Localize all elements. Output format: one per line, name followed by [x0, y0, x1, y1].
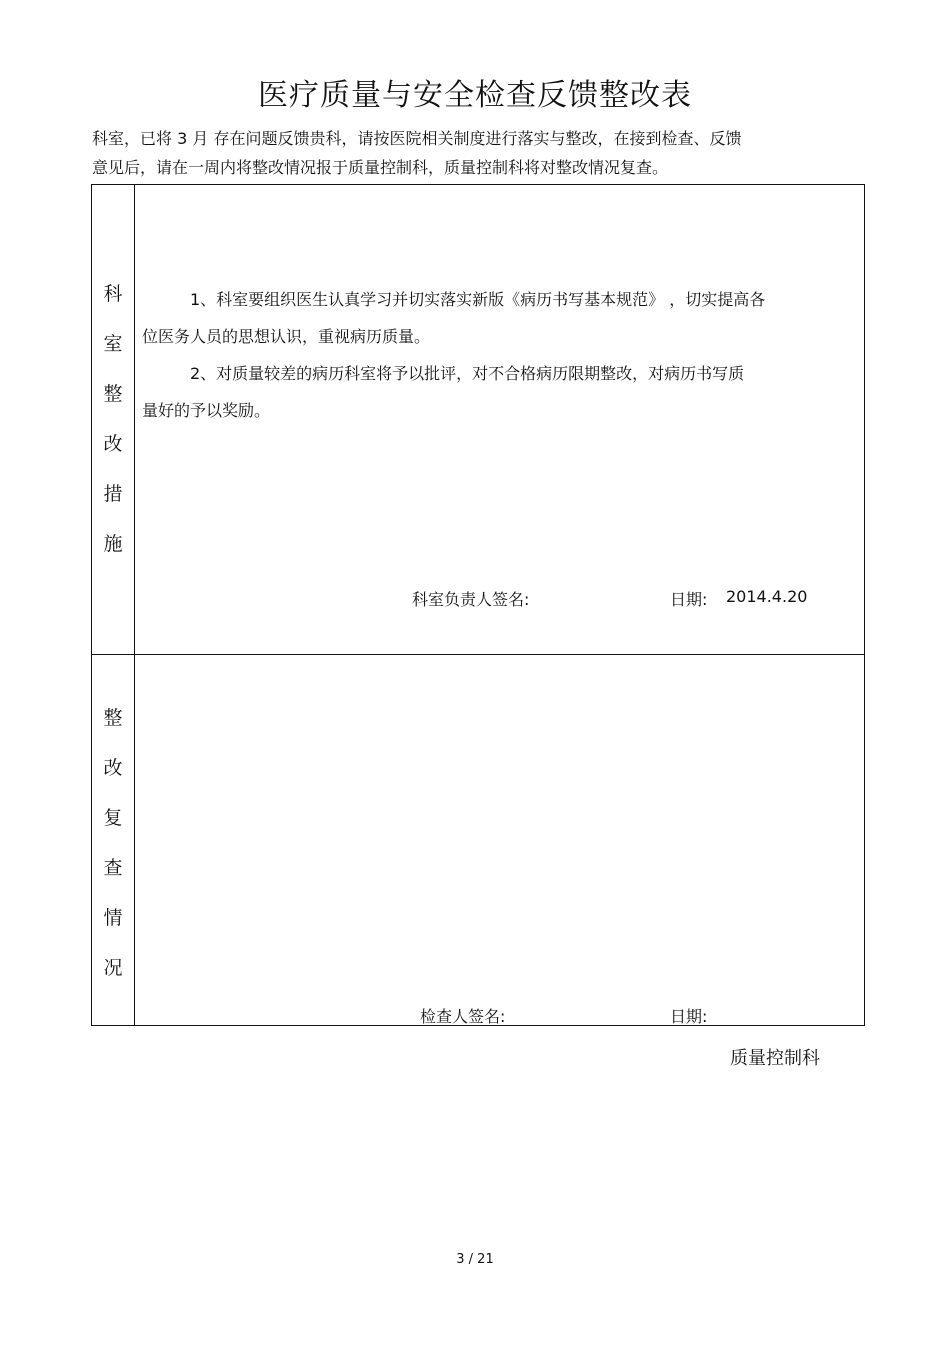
measure-item-1-line-1: 1、科室要组织医生认真学习并切实落实新版《病历书写基本规范》 ，切实提高各 — [190, 290, 766, 309]
label-char: 科 — [103, 283, 123, 305]
label-char: 查 — [103, 857, 123, 879]
intro-paragraph — [92, 124, 852, 182]
measure-item-1-line-2: 位医务人员的思想认识，重视病历质量。 — [142, 327, 431, 346]
section-label-review — [92, 693, 134, 993]
measures-date-value: 2014.4.20 — [726, 587, 808, 606]
table-row-divider — [92, 654, 864, 655]
label-char: 施 — [103, 533, 123, 555]
page-title: 医疗质量与安全检查反馈整改表 — [258, 78, 692, 113]
footer-department: 质量控制科 — [730, 1048, 820, 1069]
label-char: 况 — [103, 957, 123, 979]
label-char: 整 — [103, 707, 123, 729]
page-number: 3 / 21 — [456, 1252, 494, 1267]
table-column-divider — [134, 185, 135, 1025]
intro-line-1: 科室，已将 3 月 存在问题反馈贵科，请按医院相关制度进行落实与整改，在接到检查、反馈 — [92, 129, 742, 148]
intro-line-2: 意见后，请在一周内将整改情况报于质量控制科，质量控制科将对整改情况复查。 — [92, 158, 669, 177]
measure-item-2-line-1: 2、对质量较差的病历科室将予以批评，对不合格病历限期整改，对病历书写质 — [190, 364, 745, 383]
measure-item-2-line-2: 量好的予以奖励。 — [142, 401, 271, 420]
measures-date-label: 日期: — [670, 590, 708, 609]
department-head-signature-label: 科室负责人签名: — [412, 590, 530, 609]
label-char: 室 — [103, 333, 123, 355]
inspector-signature-label: 检查人签名: — [420, 1007, 506, 1026]
review-date-label: 日期: — [670, 1007, 708, 1026]
label-char: 整 — [103, 383, 123, 405]
label-char: 改 — [103, 433, 123, 455]
label-char: 改 — [103, 757, 123, 779]
label-char: 情 — [103, 907, 123, 929]
label-char: 复 — [103, 807, 123, 829]
feedback-table — [91, 184, 865, 1026]
section-label-measures — [92, 269, 134, 569]
measures-content — [142, 281, 858, 429]
label-char: 措 — [103, 483, 123, 505]
